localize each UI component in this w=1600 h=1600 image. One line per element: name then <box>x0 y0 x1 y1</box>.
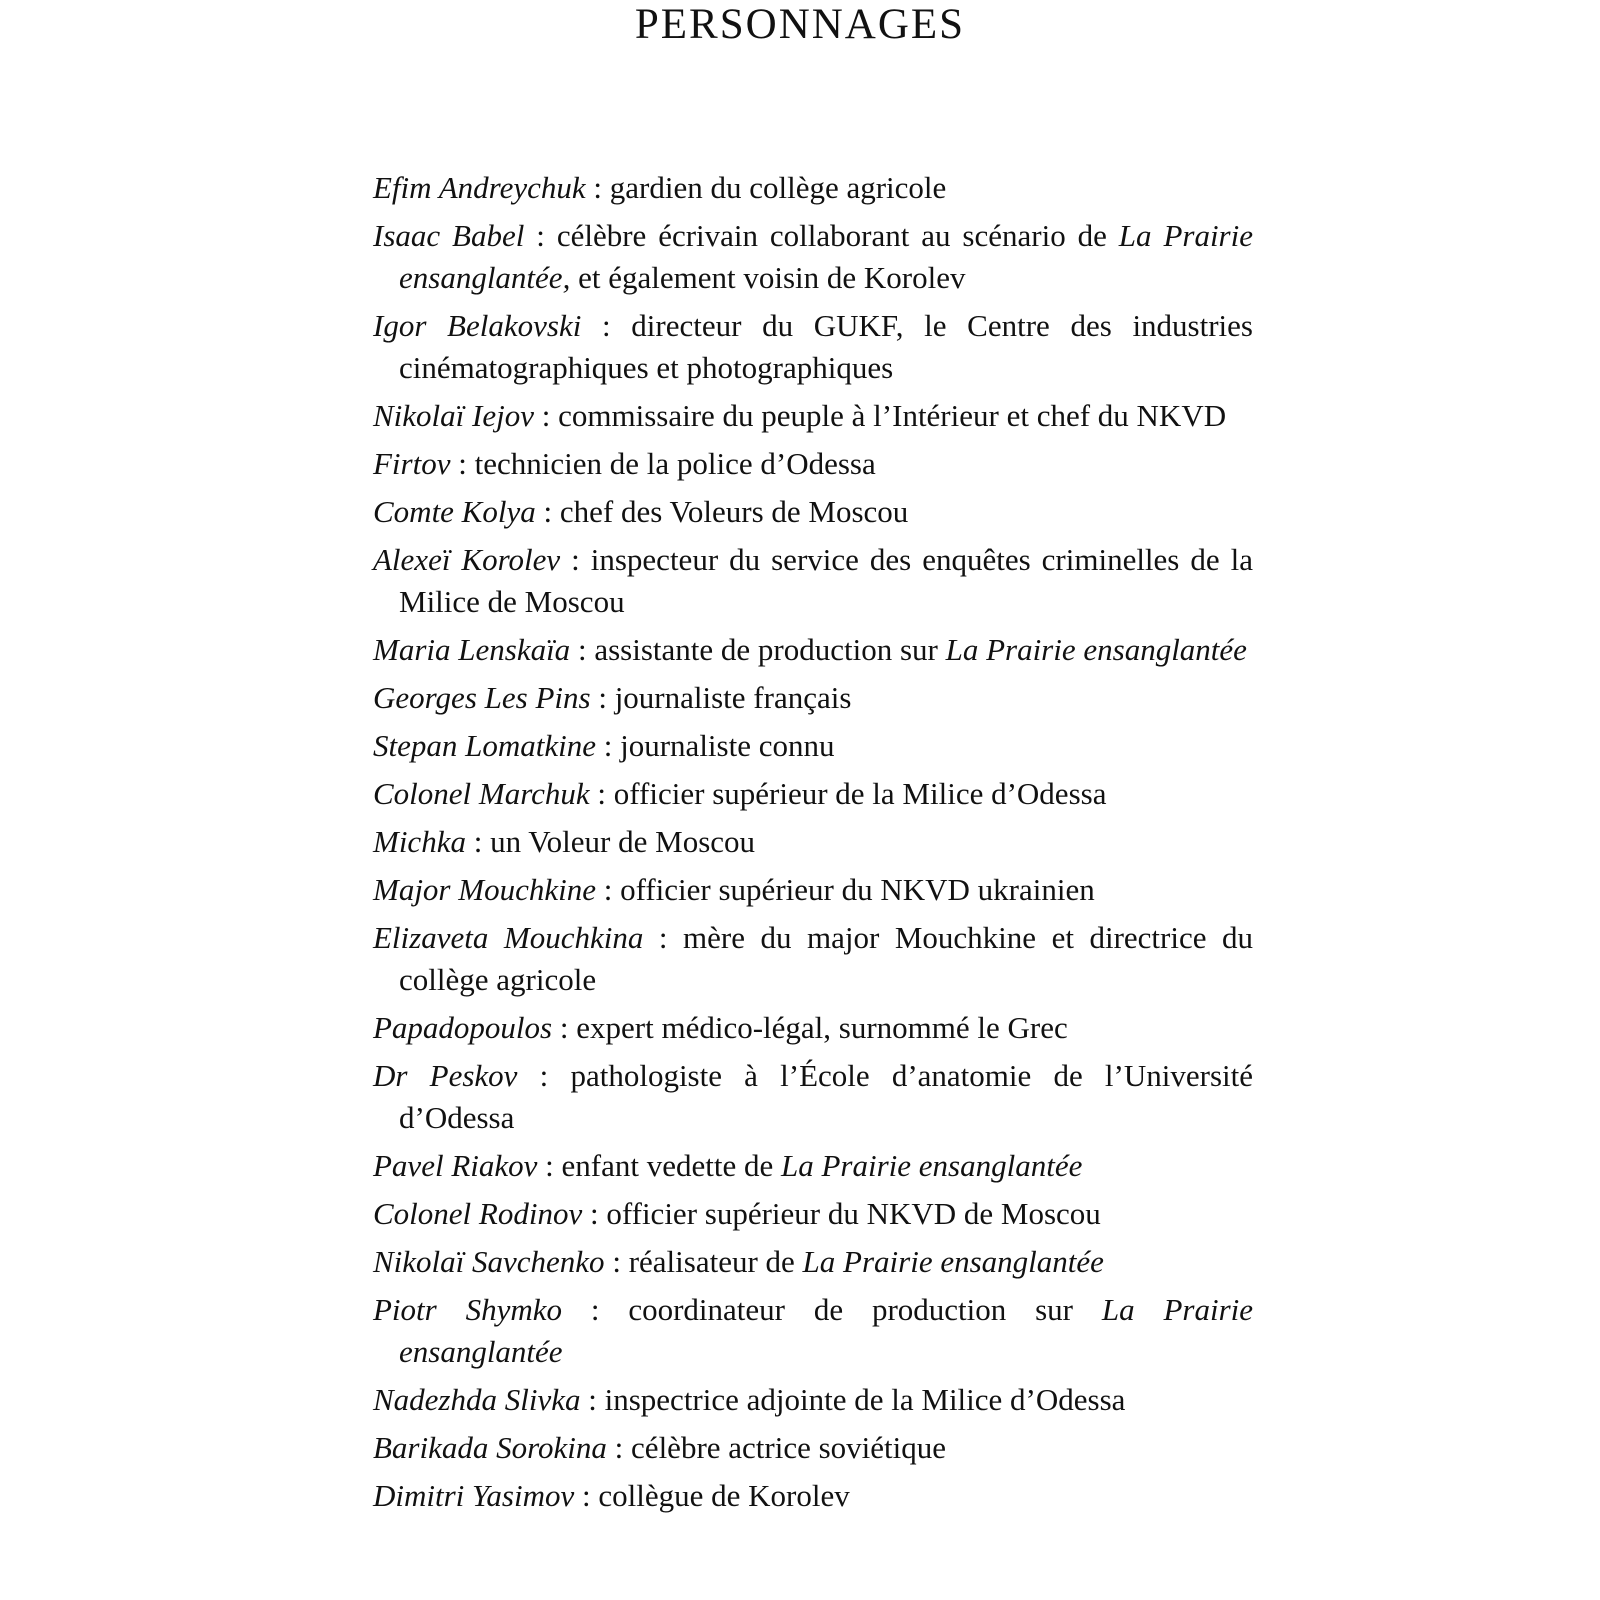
character-name: Igor Belakovski <box>373 308 582 343</box>
character-description: commissaire du peuple à l’Intérieur et chef du NKVD <box>558 398 1227 433</box>
character-list <box>373 167 1253 1517</box>
character-name: Piotr Shymko <box>373 1292 562 1327</box>
character-name: Isaac Babel <box>373 218 525 253</box>
character-entry <box>373 773 1253 815</box>
character-description: inspectrice adjointe de la Milice d’Odessa <box>604 1382 1126 1417</box>
character-name: Maria Lenskaïa <box>373 632 571 667</box>
character-description: enfant vedette de <box>561 1148 781 1183</box>
character-description: technicien de la police d’Odessa <box>474 446 876 481</box>
character-description: journaliste français <box>614 680 852 715</box>
character-description: pathologiste à l’École d’anatomie de l’Université d’Odessa <box>399 1058 1254 1135</box>
character-entry <box>373 725 1253 767</box>
character-name: Pavel Riakov <box>373 1148 538 1183</box>
character-entry <box>373 917 1253 1001</box>
character-entry <box>373 869 1253 911</box>
character-name: Georges Les Pins <box>373 680 591 715</box>
character-name: Barikada Sorokina <box>373 1430 607 1465</box>
separator: : <box>517 1058 571 1093</box>
character-entry <box>373 1379 1253 1421</box>
character-name: Nadezhda Slivka <box>373 1382 581 1417</box>
character-description: journaliste connu <box>620 728 835 763</box>
character-description: gardien du collège agricole <box>609 170 947 205</box>
separator: : <box>589 776 614 811</box>
separator: : <box>524 218 557 253</box>
character-entry <box>373 1427 1253 1469</box>
character-name: Major Mouchkine <box>373 872 596 907</box>
character-entry <box>373 1289 1253 1373</box>
work-title: La Prairie ensanglantée <box>780 1148 1083 1183</box>
work-title: La Prairie ensanglantée <box>945 632 1247 667</box>
separator: : <box>537 1148 562 1183</box>
separator: : <box>450 446 475 481</box>
character-name: Colonel Rodinov <box>373 1196 583 1231</box>
page-title: PERSONNAGES <box>634 1 966 48</box>
separator: : <box>533 398 559 433</box>
character-name: Papadopoulos <box>373 1010 553 1045</box>
character-description: coordinateur de production sur <box>628 1292 1102 1327</box>
character-description: assistante de production sur <box>594 632 946 667</box>
character-entry <box>373 491 1253 533</box>
character-entry <box>373 821 1253 863</box>
separator: : <box>606 1430 632 1465</box>
character-name: Efim Andreychuk <box>373 170 586 205</box>
character-description: célèbre écrivain collaborant au scénario de <box>556 218 1119 253</box>
character-name: Colonel Marchuk <box>373 776 590 811</box>
separator: : <box>570 632 595 667</box>
character-entry <box>373 1241 1253 1283</box>
character-description: et également voisin de Korolev <box>570 260 966 295</box>
character-description: un Voleur de Moscou <box>490 824 756 859</box>
character-description: inspecteur du service des enquêtes criminelles de la Milice de Moscou <box>399 542 1253 619</box>
separator: : <box>590 680 615 715</box>
work-title: La Prairie ensanglantée, <box>399 218 1253 295</box>
character-entry <box>373 1145 1253 1187</box>
character-description: officier supérieur du NKVD ukrainien <box>620 872 1095 907</box>
character-description: réalisateur de <box>628 1244 803 1279</box>
character-entry <box>373 1055 1253 1139</box>
work-title: La Prairie ensanglantée <box>399 1292 1254 1369</box>
character-name: Elizaveta Mouchkina <box>373 920 644 955</box>
separator: : <box>580 1382 605 1417</box>
character-entry <box>373 215 1253 299</box>
character-name: Nikolaï Savchenko <box>373 1244 605 1279</box>
character-name: Dr Peskov <box>373 1058 518 1093</box>
separator: : <box>581 308 632 343</box>
character-description: collègue de Korolev <box>598 1478 850 1513</box>
separator: : <box>582 1196 607 1231</box>
work-title: La Prairie ensanglantée <box>802 1244 1104 1279</box>
separator: : <box>562 1292 629 1327</box>
character-entry <box>373 1007 1253 1049</box>
character-entry <box>373 395 1253 437</box>
separator: : <box>535 494 560 529</box>
separator: : <box>585 170 610 205</box>
character-entry <box>373 677 1253 719</box>
separator: : <box>560 542 591 577</box>
character-name: Comte Kolya <box>373 494 536 529</box>
character-entry <box>373 1475 1253 1517</box>
character-description: directeur du GUKF, le Centre des industries cinématographiques et photographiques <box>399 308 1253 385</box>
separator: : <box>643 920 684 955</box>
character-entry <box>373 539 1253 623</box>
separator: : <box>596 728 621 763</box>
separator: : <box>604 1244 629 1279</box>
separator: : <box>595 872 621 907</box>
character-entry <box>373 167 1253 209</box>
separator: : <box>574 1478 599 1513</box>
character-name: Firtov <box>373 446 451 481</box>
character-name: Stepan Lomatkine <box>373 728 596 763</box>
character-entry <box>373 1193 1253 1235</box>
character-entry <box>373 629 1253 671</box>
separator: : <box>465 824 491 859</box>
character-description: célèbre actrice soviétique <box>631 1430 947 1465</box>
character-description: officier supérieur du NKVD de Moscou <box>606 1196 1101 1231</box>
character-name: Michka <box>373 824 466 859</box>
character-description: officier supérieur de la Milice d’Odessa <box>613 776 1107 811</box>
character-description: expert médico-légal, surnommé le Grec <box>576 1010 1068 1045</box>
character-name: Alexeï Korolev <box>373 542 561 577</box>
character-entry <box>373 305 1253 389</box>
character-name: Dimitri Yasimov <box>373 1478 575 1513</box>
character-entry <box>373 443 1253 485</box>
character-name: Nikolaï Iejov <box>373 398 534 433</box>
character-description: chef des Voleurs de Moscou <box>559 494 909 529</box>
character-description: mère du major Mouchkine et directrice du collège agricole <box>399 920 1254 997</box>
separator: : <box>552 1010 577 1045</box>
